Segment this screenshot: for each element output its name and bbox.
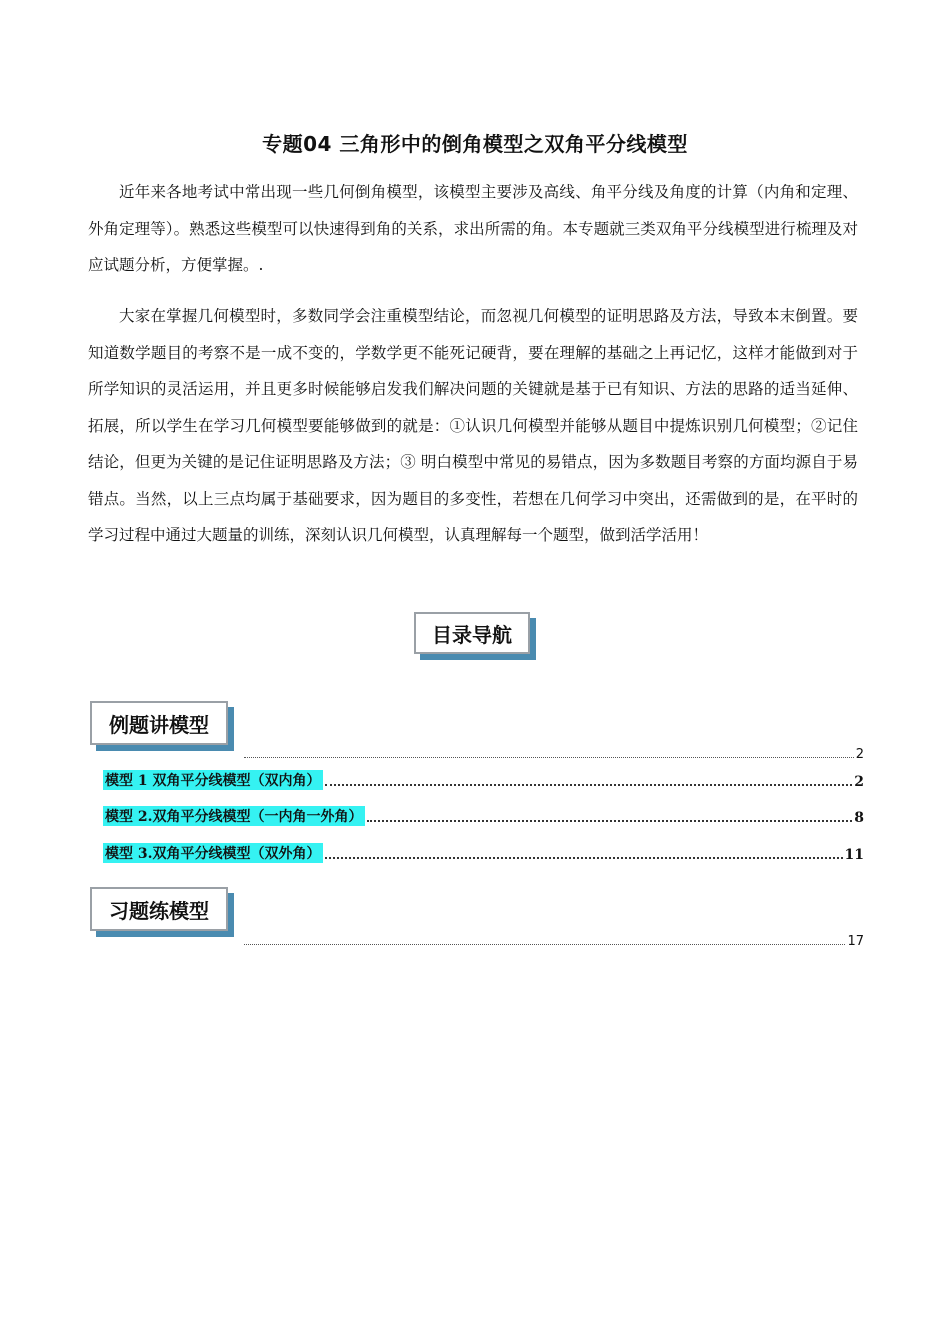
toc-entry-label: 模型 3.双角平分线模型（双外角） [103,843,323,863]
toc-leader-dots [244,757,854,758]
toc-heading: 目录导航 [414,612,530,654]
toc-section-exercises[interactable]: 习题练模型 [90,887,228,931]
toc-entry-model-3[interactable] [103,843,864,863]
toc-leader-dots [325,784,853,786]
toc-page-number: 2 [855,747,864,762]
toc-leader-dots [325,857,843,859]
toc-page-number: 8 [854,810,864,826]
guidance-paragraph: 大家在掌握几何模型时，多数同学会注重模型结论，而忽视几何模型的证明思路及方法，导致本末倒置。要知道数学题目的考察不是一成不变的，学数学更不能死记硬背，要在理解的基础之上再记忆，这样才能做到对于所学知识的灵活运用，并且更多时候能够启发我们解决问题的关键就是基于已有知识、方法的思路的适当延伸、拓展，所以学生在学习几何模型要能够做到的就是：①认识几何模型并能够从题目中提炼识别几何模型；②记住结论，但更为关键的是记住证明思路及方法；③ 明白模型中常见的易错点，因为多数题目考察的方面均源自于易错点。当然，以上三点均属于基础要求，因为题目的多变性，若想在几何学习中突出，还需做到的是，在平时的学习过程中通过大题量的训练，深刻认识几何模型，认真理解每一个题型，做到活学活用！ [88,307,858,544]
toc-page-number: 17 [847,934,864,949]
toc-entry-model-1[interactable] [103,770,864,790]
document-title: 专题04 三角形中的倒角模型之双角平分线模型 [262,132,688,156]
toc-leader-dots [367,820,853,822]
toc-entry-label: 模型 2.双角平分线模型（一内角一外角） [103,806,365,826]
intro-paragraph: 近年来各地考试中常出现一些几何倒角模型，该模型主要涉及高线、角平分线及角度的计算（内角和定理、外角定理等）。熟悉这些模型可以快速得到角的关系，求出所需的角。本专题就三类双角平分线模型进行梳理及对应试题分析，方便掌握。. [88,183,858,274]
toc-leader-dots [244,944,845,945]
toc-section-examples[interactable]: 例题讲模型 [90,701,228,745]
toc-entry-label: 模型 1 双角平分线模型（双内角） [103,770,323,790]
toc-entry-exercises[interactable] [242,929,864,949]
toc-page-number: 2 [854,774,864,790]
toc-entry-examples[interactable] [242,742,864,762]
toc-entry-model-2[interactable] [103,806,864,826]
toc-page-number: 11 [844,847,864,863]
